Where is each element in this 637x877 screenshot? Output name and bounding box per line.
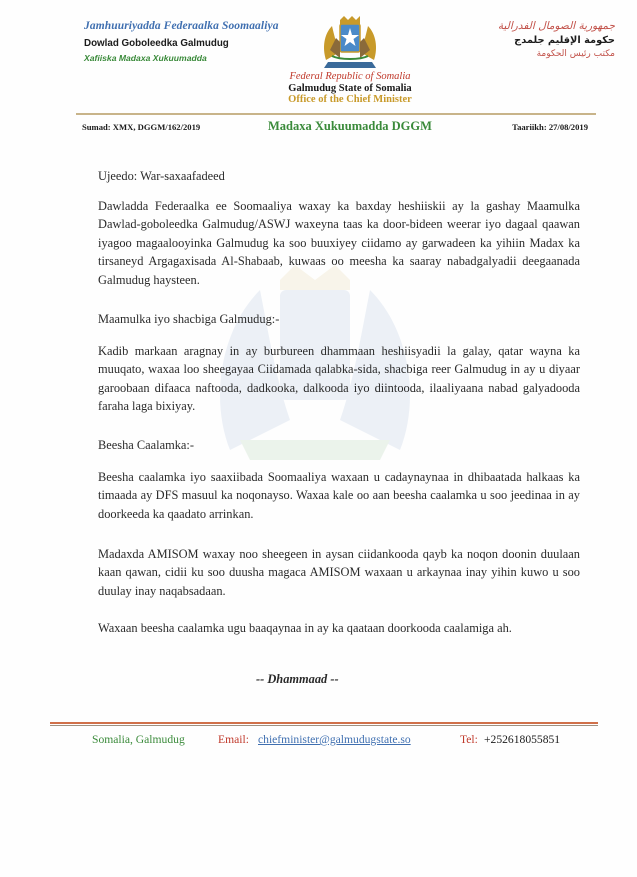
header-left-line1: Jamhuuriyadda Federaalka Soomaaliya bbox=[84, 20, 279, 32]
header-divider bbox=[76, 113, 596, 115]
reference-number: Sumad: XMX, DGGM/162/2019 bbox=[82, 122, 201, 132]
letter-heading-2: Beesha Caalamka:- bbox=[98, 438, 194, 452]
letter-closing: -- Dhammaad -- bbox=[256, 672, 339, 686]
reference-date: Taariikh: 27/08/2019 bbox=[512, 122, 588, 132]
letter-paragraph-4: Madaxda AMISOM waxay noo sheegeen in aysan ciidankooda qayb ka noqon doonin duulaan kaan qawan, cidii ku soo duusha magaca AMISOM waxaan u arkaynaa inay yihin kuwo u soo duulay inay naqabsadaan. bbox=[98, 547, 580, 598]
header-right-line1: جمهورية الصومال الفدرالية bbox=[497, 20, 615, 32]
reference-office: Madaxa Xukuumadda DGGM bbox=[268, 119, 432, 133]
header-center-block bbox=[250, 71, 450, 105]
footer-email-label: Email: bbox=[218, 733, 249, 746]
letter-heading-1: Maamulka iyo shacbiga Galmudug:- bbox=[98, 312, 280, 326]
letter-paragraph-1: Dawladda Federaalka ee Soomaaliya waxay ka baxday heshiiskii ay la gashay Maamulka Dawlad-goboleedka Galmudug/ASWJ waxeyna taas ka door-bideen weerar iyo dagaal qaawan iyagoo magaalooyinka Galmudug ka soo buuxiyey ciidamo ay garwadeen ka yihiin Madax ka tirsaneyd Argagaxisada Al-Shabaab, kuwaas oo meesha ka saaray nabadgalyadii deegaanada Galmudug haysteen. bbox=[98, 199, 580, 287]
letter-subject: Ujeedo: War-saxaafadeed bbox=[98, 169, 225, 183]
header-center-line3: Office of the Chief Minister bbox=[288, 94, 412, 105]
letter-paragraph-5: Waxaan beesha caalamka ugu baaqaynaa in ay ka qaataan doorkooda caalamiga ah. bbox=[98, 621, 512, 635]
somalia-coat-of-arms-icon bbox=[314, 10, 386, 72]
footer-tel-label: Tel: bbox=[460, 733, 478, 746]
header-center-line2: Galmudug State of Somalia bbox=[288, 83, 412, 94]
header-right-block bbox=[395, 20, 615, 59]
footer-email-link[interactable]: chiefminister@galmudugstate.so bbox=[258, 733, 411, 746]
reference-row bbox=[82, 119, 596, 138]
footer-divider-thin bbox=[50, 725, 598, 726]
footer-divider bbox=[50, 722, 598, 724]
header-center-line1: Federal Republic of Somalia bbox=[289, 71, 411, 82]
header-left-block bbox=[84, 20, 304, 63]
letter-paragraph-3: Beesha caalamka iyo saaxiibada Soomaaliya waxaan u cadaynaynaa in dhibaatada halkaas ka timaada ay DFS masuul ka noqonayso. Waxaa kale oo aan beesha caalamka u soo jeedinaa in ay doorkeeda ka qaadato arrinkan. bbox=[98, 470, 580, 521]
footer-location: Somalia, Galmudug bbox=[92, 733, 185, 746]
header-right-line2: حكومة الإقليم جلمدج bbox=[514, 35, 615, 46]
header-right-line3: مكتب رئيس الحكومة bbox=[536, 49, 615, 59]
header-left-line2: Dowlad Goboleedka Galmudug bbox=[84, 38, 229, 49]
header-left-line3: Xafiiska Madaxa Xukuumadda bbox=[84, 53, 207, 63]
footer-tel: +252618055851 bbox=[484, 733, 561, 746]
letter-paragraph-2: Kadib markaan aragnay in ay burbureen dhammaan heshiisyadii la galay, qatar wayna ka muuqato, waxaa loo sheegayaa Ciidamada qalabka-sida, shacbiga reer Galmudug in ay u diyaar garoobaan difaaca naftooda, dadkooka, dalkooda iyo diintooda, ilaaliyaana nabad galyadooda faraha laga bixiyay. bbox=[98, 344, 580, 414]
